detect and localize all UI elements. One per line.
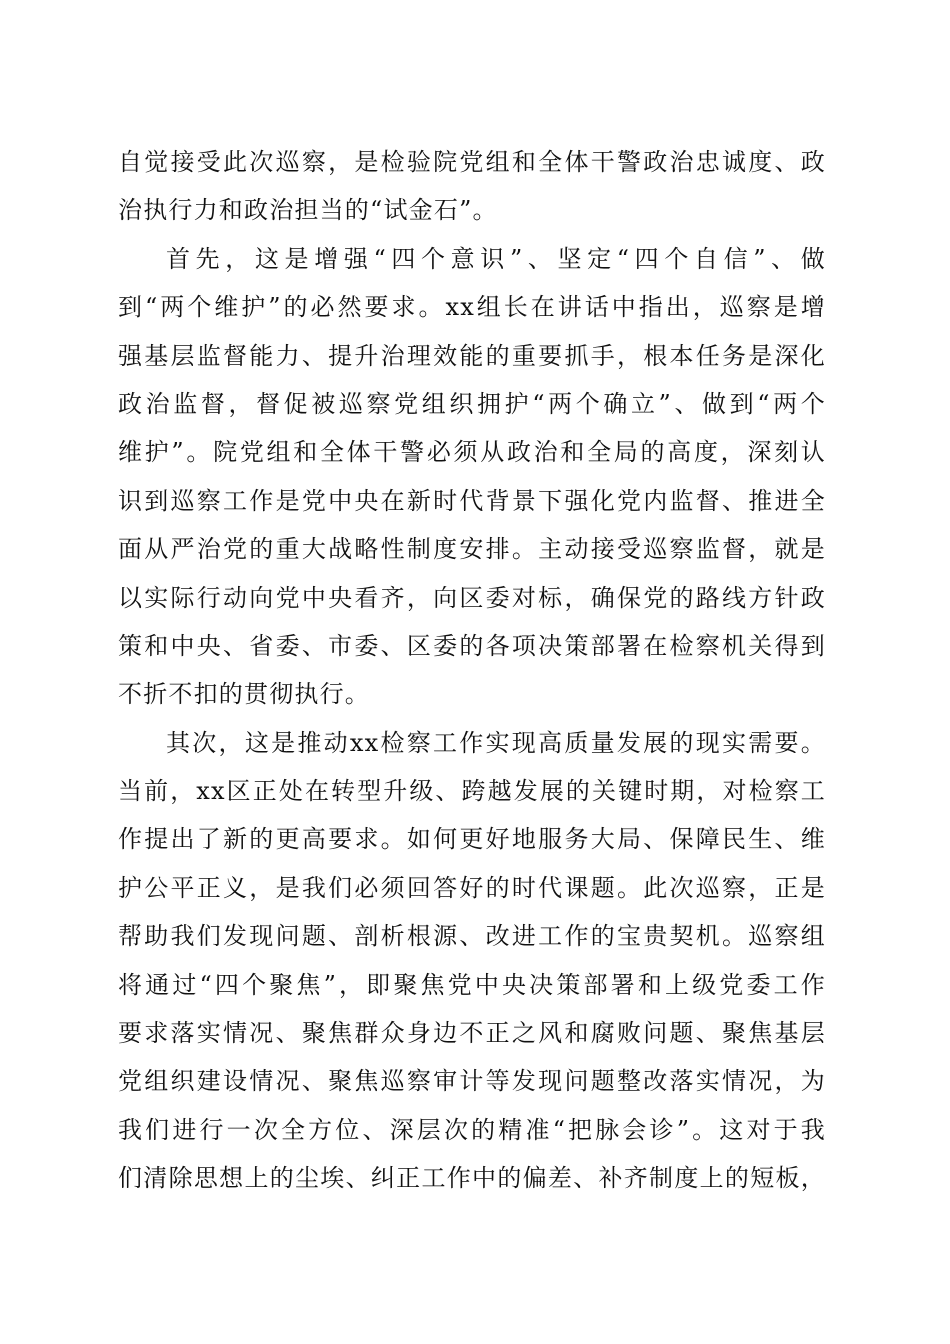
paragraph-2-line-6: 识到巡察工作是党中央在新时代背景下强化党内监督、推进全 xyxy=(118,486,826,515)
paragraph-2-line-2: 到“两个维护”的必然要求。xx组长在讲话中指出，巡察是增 xyxy=(118,293,826,322)
paragraph-3-line-2: 当前，xx区正处在转型升级、跨越发展的关键时期，对检察工 xyxy=(118,777,826,806)
paragraph-1-line-2: 治执行力和政治担当的“试金石”。 xyxy=(118,196,498,225)
paragraph-2-line-3: 强基层监督能力、提升治理效能的重要抓手，根本任务是深化 xyxy=(118,341,826,370)
paragraph-3-line-9: 我们进行一次全方位、深层次的精准“把脉会诊”。这对于我 xyxy=(118,1115,826,1144)
paragraph-3-line-8: 党组织建设情况、聚焦巡察审计等发现问题整改落实情况，为 xyxy=(118,1067,826,1096)
paragraph-3-line-5: 帮助我们发现问题、剖析根源、改进工作的宝贵契机。巡察组 xyxy=(118,922,826,951)
paragraph-2-line-7: 面从严治党的重大战略性制度安排。主动接受巡察监督，就是 xyxy=(118,535,826,564)
paragraph-2-line-8: 以实际行动向党中央看齐，向区委对标，确保党的路线方针政 xyxy=(118,583,826,612)
paragraph-2-line-1: 首先，这是增强“四个意识”、坚定“四个自信”、做 xyxy=(166,244,826,273)
paragraph-1-line-1: 自觉接受此次巡察，是检验院党组和全体干警政治忠诚度、政 xyxy=(118,148,826,176)
paragraph-3-line-6: 将通过“四个聚焦”，即聚焦党中央决策部署和上级党委工作 xyxy=(118,970,826,999)
paragraph-2-line-5: 维护”。院党组和全体干警必须从政治和全局的高度，深刻认 xyxy=(118,438,826,467)
paragraph-3-line-10: 们清除思想上的尘埃、纠正工作中的偏差、补齐制度上的短板， xyxy=(118,1164,826,1193)
paragraph-3-line-1: 其次，这是推动xx检察工作实现高质量发展的现实需要。 xyxy=(166,728,826,757)
paragraph-2-line-9: 策和中央、省委、市委、区委的各项决策部署在检察机关得到 xyxy=(118,631,826,660)
paragraph-3-line-3: 作提出了新的更高要求。如何更好地服务大局、保障民生、维 xyxy=(118,825,826,854)
paragraph-3-line-4: 护公平正义，是我们必须回答好的时代课题。此次巡察，正是 xyxy=(118,873,826,902)
document-body xyxy=(118,138,826,1203)
paragraph-3-line-7: 要求落实情况、聚焦群众身边不正之风和腐败问题、聚焦基层 xyxy=(118,1019,826,1048)
paragraph-2-line-4: 政治监督，督促被巡察党组织拥护“两个确立”、做到“两个 xyxy=(118,389,826,418)
paragraph-2-line-10: 不折不扣的贯彻执行。 xyxy=(118,680,370,709)
